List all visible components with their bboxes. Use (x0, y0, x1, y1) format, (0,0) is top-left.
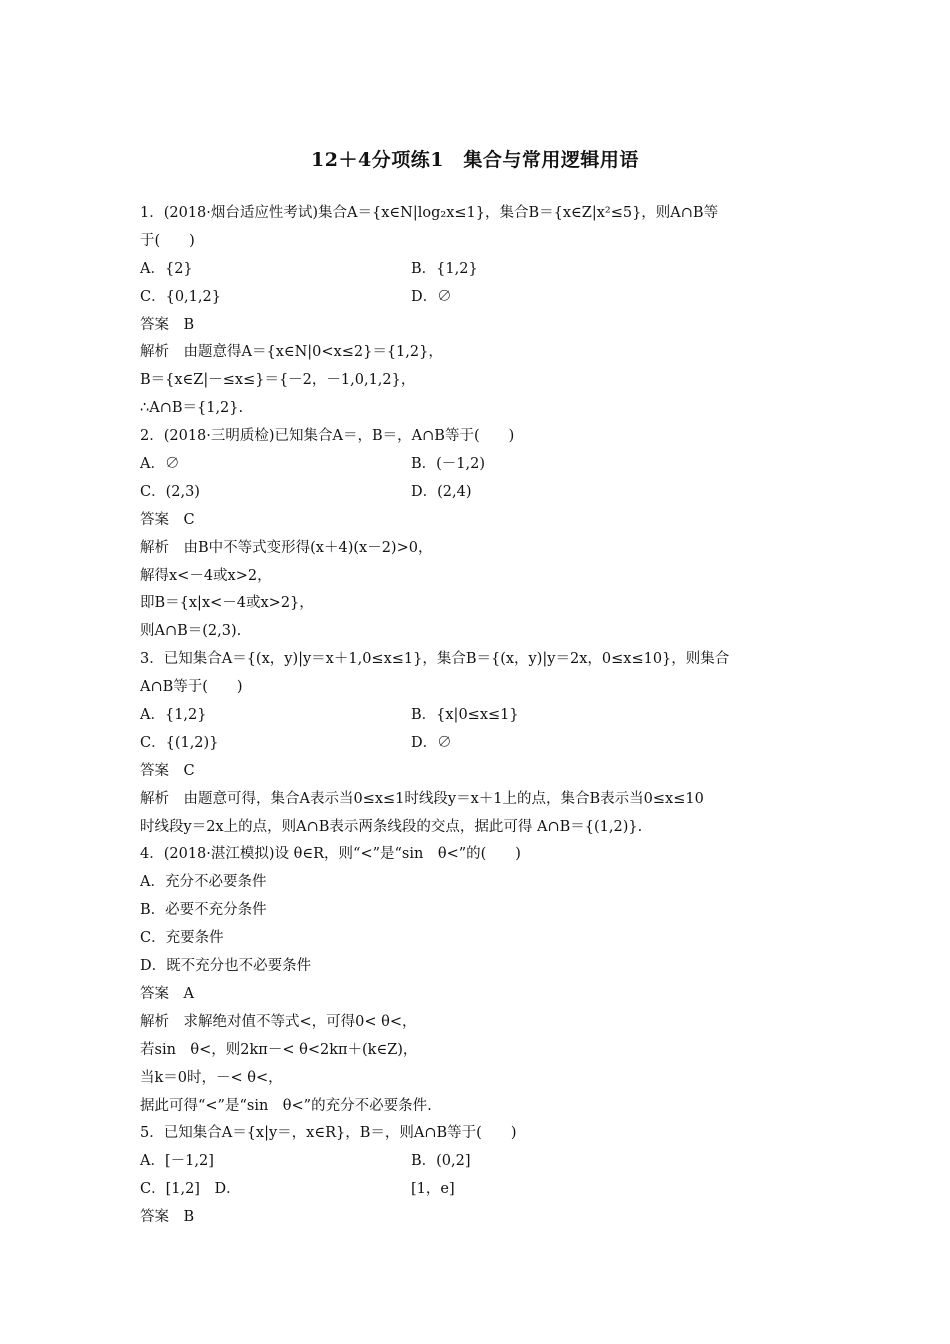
question-stem: 3．已知集合A＝{(x，y)|y＝x＋1,0≤x≤1}，集合B＝{(x，y)|y＝2x，0≤x≤10}，则集合 (140, 651, 730, 668)
analysis-line: ∴A∩B＝{1,2}. (140, 400, 244, 417)
option: [1，e] (411, 1181, 455, 1198)
analysis-line: 当k＝0时，－< θ<， (140, 1069, 283, 1086)
option: B．(－1,2) (411, 456, 486, 473)
option-row (140, 730, 820, 758)
option-row (140, 702, 820, 730)
option: B．必要不充分条件 (140, 902, 267, 919)
option: D．∅ (411, 734, 452, 751)
question-stem: 4．(2018·湛江模拟)设 θ∈R，则“<”是“sin θ<”的( ) (140, 846, 521, 863)
question-5 (140, 1120, 820, 1232)
option: C．{(1,2)} (140, 734, 219, 751)
option-row (140, 1148, 820, 1176)
option: D．∅ (411, 288, 452, 305)
question-2 (140, 423, 820, 646)
option: C．充要条件 (140, 930, 224, 947)
option: A．{1,2} (140, 707, 207, 724)
option: C．{0,1,2} (140, 288, 221, 305)
option: B．{1,2} (411, 260, 478, 277)
analysis-line: 解析 由B中不等式变形得(x＋4)(x－2)>0， (140, 539, 433, 556)
option: C．(2,3) (140, 483, 200, 500)
question-3 (140, 646, 820, 841)
page-title: 12＋4分项练1 集合与常用逻辑用语 (311, 149, 639, 171)
analysis-line: 解析 由题意得A＝{x∈N|0<x≤2}＝{1,2}， (140, 344, 443, 361)
answer: 答案 B (140, 316, 195, 333)
question-list (140, 200, 820, 1232)
analysis-line: 即B＝{x|x<－4或x>2}， (140, 595, 314, 612)
question-stem: 5．已知集合A＝{x|y＝，x∈R}，B＝，则A∩B等于( ) (140, 1125, 517, 1142)
answer: 答案 B (140, 1209, 195, 1226)
option: D．既不充分也不必要条件 (140, 958, 312, 975)
question-stem: 于( ) (140, 232, 195, 249)
option-row (140, 479, 820, 507)
option: A．充分不必要条件 (140, 874, 267, 891)
option: A．∅ (140, 456, 180, 473)
option-row (140, 284, 820, 312)
answer: 答案 A (140, 985, 194, 1002)
question-stem: 2．(2018·三明质检)已知集合A＝，B＝，A∩B等于( ) (140, 428, 515, 445)
analysis-line: 时线段y＝2x上的点，则A∩B表示两条线段的交点，据此可得 A∩B＝{(1,2)}. (140, 818, 643, 835)
analysis-line: 则A∩B＝(2,3). (140, 623, 242, 640)
option-row (140, 1176, 820, 1204)
question-stem: 1．(2018·烟台适应性考试)集合A＝{x∈N|log₂x≤1}，集合B＝{x∈Z|x²≤5}，则A∩B等 (140, 205, 719, 221)
answer: 答案 C (140, 511, 195, 528)
option: D．(2,4) (411, 483, 472, 500)
question-stem: A∩B等于( ) (140, 679, 243, 696)
answer: 答案 C (140, 762, 195, 779)
analysis-line: 据此可得“<”是“sin θ<”的充分不必要条件. (140, 1097, 432, 1114)
option-row (140, 451, 820, 479)
option: B．(0,2] (411, 1153, 471, 1170)
analysis-line: B＝{x∈Z|－≤x≤}＝{－2，－1,0,1,2}， (140, 372, 416, 389)
option: B．{x|0≤x≤1} (411, 707, 519, 724)
analysis-line: 解得x<－4或x>2， (140, 567, 272, 584)
option: A．[－1,2] (140, 1153, 214, 1170)
option-row (140, 256, 820, 284)
option: A．{2} (140, 260, 193, 277)
analysis-line: 解析 求解绝对值不等式<，可得0< θ<， (140, 1013, 417, 1030)
analysis-line: 解析 由题意可得，集合A表示当0≤x≤1时线段y＝x＋1上的点，集合B表示当0≤x≤10 (140, 790, 704, 807)
question-4 (140, 841, 820, 1120)
question-1 (140, 200, 820, 423)
analysis-line: 若sin θ<，则2kπ－< θ<2kπ＋(k∈Z)， (140, 1041, 418, 1058)
option: C．[1,2] D． (140, 1181, 241, 1198)
